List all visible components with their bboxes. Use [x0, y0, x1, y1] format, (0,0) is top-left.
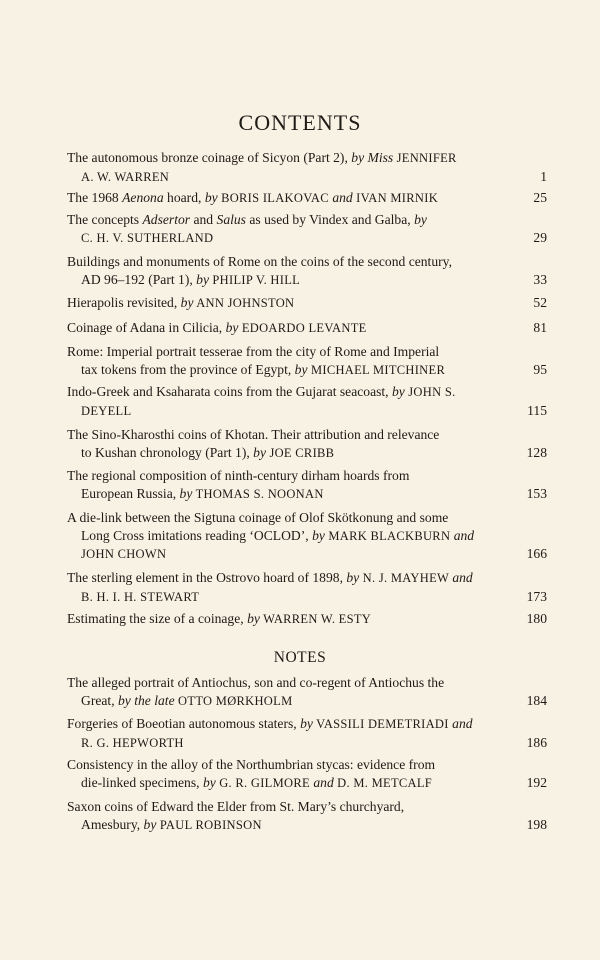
toc-entry: Indo-Greek and Ksaharata coins from the Gujarat seacoast, by JOHN S. DEYELL 115 — [67, 384, 547, 418]
toc-entry: Hierapolis revisited, by ANN JOHNSTON 52 — [67, 295, 547, 310]
toc-entry: The concepts Adsertor and Salus as used by Vindex and Galba, by C. H. V. SUTHERLAND 29 — [67, 212, 547, 245]
page-title: CONTENTS — [238, 110, 362, 135]
page-number: 81 — [533, 320, 547, 335]
toc-entry: The sterling element in the Ostrovo hoard of 1898, by N. J. MAYHEW and B. H. I. H. STEWART 173 — [67, 570, 547, 604]
page-number: 33 — [533, 271, 547, 287]
page-number: 184 — [526, 692, 547, 708]
toc-entry: Buildings and monuments of Rome on the coins of the second century, AD 96–192 (Part 1), by PHILIP V. HILL 33 — [67, 254, 547, 287]
notes-entry: The alleged portrait of Antiochus, son and co-regent of Antiochus the Great, by the late OTTO MØRKHOLM 184 — [67, 675, 547, 708]
notes-entry: Consistency in the alloy of the Northumbrian stycas: evidence from die-linked specimens, by G. R. GILMORE and D. M. METCALF 192 — [67, 757, 547, 790]
page-number: 128 — [526, 444, 547, 460]
page-number: 115 — [527, 402, 547, 418]
toc-entry: Rome: Imperial portrait tesserae from the city of Rome and Imperial tax tokens from the province of Egypt, by MICHAEL MITCHINER 95 — [67, 344, 547, 377]
page-number: 173 — [526, 588, 547, 604]
page-number: 153 — [526, 485, 547, 501]
page-number: 52 — [533, 295, 547, 310]
toc-entry: Coinage of Adana in Cilicia, by EDOARDO LEVANTE 81 — [67, 320, 547, 335]
toc-entry: The regional composition of ninth-century dirham hoards from European Russia, by THOMAS S. NOONAN 153 — [67, 468, 547, 501]
page-number: 186 — [526, 734, 547, 750]
toc-entry: The autonomous bronze coinage of Sicyon (Part 2), by Miss JENNIFER A. W. WARREN 1 — [67, 150, 547, 184]
toc-entry: A die-link between the Sigtuna coinage of Olof Skötkonung and some Long Cross imitations reading ‘OCLOD’, by MARK BLACKBURN and JOHN CHOWN 166 — [67, 510, 547, 561]
page-number: 25 — [533, 190, 547, 205]
page-number: 166 — [526, 546, 547, 561]
page-number: 198 — [526, 816, 547, 832]
page-number: 1 — [540, 168, 547, 184]
page-number: 95 — [533, 361, 547, 377]
page-number: 192 — [526, 774, 547, 790]
notes-heading: NOTES — [273, 649, 327, 666]
toc-entry: The 1968 Aenona hoard, by BORIS ILAKOVAC and IVAN MIRNIK 25 — [67, 190, 547, 205]
page-number: 180 — [526, 611, 547, 626]
notes-entry: Saxon coins of Edward the Elder from St. Mary’s churchyard, Amesbury, by PAUL ROBINSON 198 — [67, 799, 547, 832]
toc-entry: Estimating the size of a coinage, by WARREN W. ESTY 180 — [67, 611, 547, 626]
toc-entry: The Sino-Kharosthi coins of Khotan. Their attribution and relevance to Kushan chronology (Part 1), by JOE CRIBB 128 — [67, 427, 547, 460]
notes-entry: Forgeries of Boeotian autonomous staters, by VASSILI DEMETRIADI and R. G. HEPWORTH 186 — [67, 716, 547, 750]
page-number: 29 — [533, 229, 547, 245]
